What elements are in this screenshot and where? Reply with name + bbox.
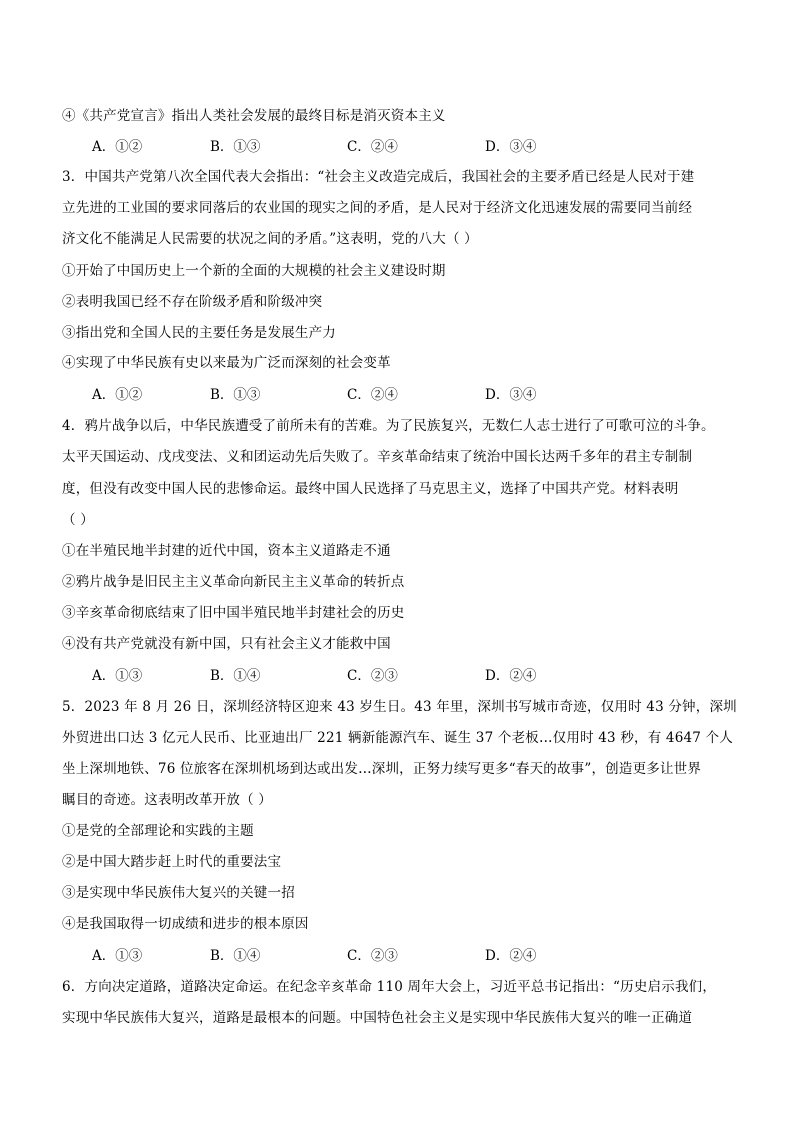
q3-stem-line-2: 立先进的工业国的要求同落后的农业国的现实之间的矛盾，是人民对于经济文化迅速发展的需要同当前经: [62, 200, 693, 216]
q4-stem-line-3: 度，但没有改变中国人民的悲惨命运。最终中国人民选择了马克思主义，选择了中国共产党。材料表明: [62, 481, 679, 497]
q3-statement-4: ④实现了中华民族有史以来最为广泛而深刻的社会变革: [62, 355, 391, 371]
q5-option-a: A．①③: [92, 948, 143, 964]
q3-statement-1: ①开始了中国历史上一个新的全面的大规模的社会主义建设时期: [62, 263, 446, 279]
q4-statement-1: ①在半殖民地半封建的近代中国，资本主义道路走不通: [62, 543, 391, 559]
q6-stem-line-2: 实现中华民族伟大复兴，道路是最根本的问题。中国特色社会主义是实现中华民族伟大复兴的唯一正确道: [62, 1010, 693, 1026]
q4-statement-3: ③辛亥革命彻底结束了旧中国半殖民地半封建社会的历史: [62, 605, 405, 621]
q4-stem-line-1: 4．鸦片战争以后，中华民族遭受了前所未有的苦难。为了民族复兴，无数仁人志士进行了可歌可泣的斗争。: [62, 418, 715, 434]
q3-stem-line-3: 济文化不能满足人民需要的状况之间的矛盾。”这表明，党的八大（ ）: [62, 231, 478, 247]
q5-option-b: B．①④: [210, 948, 261, 964]
q5-stem-line-1: 5．2023 年 8 月 26 日，深圳经济特区迎来 43 岁生日。43 年里，深圳书写城市奇迹，仅用时 43 分钟，深圳: [62, 699, 737, 715]
q4-option-b: B．①④: [210, 668, 261, 684]
q5-stem-line-2: 外贸进出口达 3 亿元人民币、比亚迪出厂 221 辆新能源汽车、诞生 37 个老板…仅用时 43 秒，有 4647 个人: [62, 730, 733, 746]
q2-option-a: A．①②: [92, 139, 143, 155]
q3-statement-2: ②表明我国已经不存在阶级矛盾和阶级冲突: [62, 294, 323, 310]
q2-option-d: D．③④: [485, 139, 537, 155]
q3-option-a: A．①②: [92, 387, 143, 403]
q6-stem-line-1: 6．方向决定道路，道路决定命运。在纪念辛亥革命 110 周年大会上，习近平总书记指出：“历史启示我们，: [62, 979, 717, 995]
q4-stem-line-2: 太平天国运动、戊戌变法、义和团运动先后失败了。辛亥革命结束了统治中国长达两千多年的君主专制制: [62, 449, 693, 465]
q4-statement-2: ②鸦片战争是旧民主主义革命向新民主主义革命的转折点: [62, 574, 405, 590]
q5-statement-1: ①是党的全部理论和实践的主题: [62, 823, 254, 839]
q3-stem-line-1: 3．中国共产党第八次全国代表大会指出：“社会主义改造完成后，我国社会的主要矛盾已经是人民对于建: [62, 169, 695, 185]
q3-option-d: D．③④: [485, 387, 537, 403]
q4-statement-4: ④没有共产党就没有新中国，只有社会主义才能救中国: [62, 636, 391, 652]
q2-option-c: C．②④: [347, 139, 398, 155]
q5-statement-4: ④是我国取得一切成绩和进步的根本原因: [62, 916, 309, 932]
q3-option-c: C．②④: [347, 387, 398, 403]
q4-option-c: C．②③: [347, 668, 398, 684]
q5-statement-3: ③是实现中华民族伟大复兴的关键一招: [62, 885, 295, 901]
q4-option-a: A．①③: [92, 668, 143, 684]
q2-option-b: B．①③: [210, 139, 261, 155]
q2-statement-4: ④《共产党宣言》指出人类社会发展的最终目标是消灭资本主义: [62, 108, 446, 124]
q4-option-d: D．②④: [485, 668, 537, 684]
q5-option-d: D．②④: [485, 948, 537, 964]
q3-option-b: B．①③: [210, 387, 261, 403]
q5-stem-line-4: 瞩目的奇迹。这表明改革开放（ ）: [62, 792, 272, 808]
q5-stem-line-3: 坐上深圳地铁、76 位旅客在深圳机场到达或出发…深圳，正努力续写更多“春天的故事”，创造更多让世界: [62, 761, 702, 777]
q4-stem-line-4: （ ）: [62, 512, 94, 528]
q3-statement-3: ③指出党和全国人民的主要任务是发展生产力: [62, 325, 336, 341]
q5-option-c: C．②③: [347, 948, 398, 964]
q5-statement-2: ②是中国大踏步赶上时代的重要法宝: [62, 854, 282, 870]
